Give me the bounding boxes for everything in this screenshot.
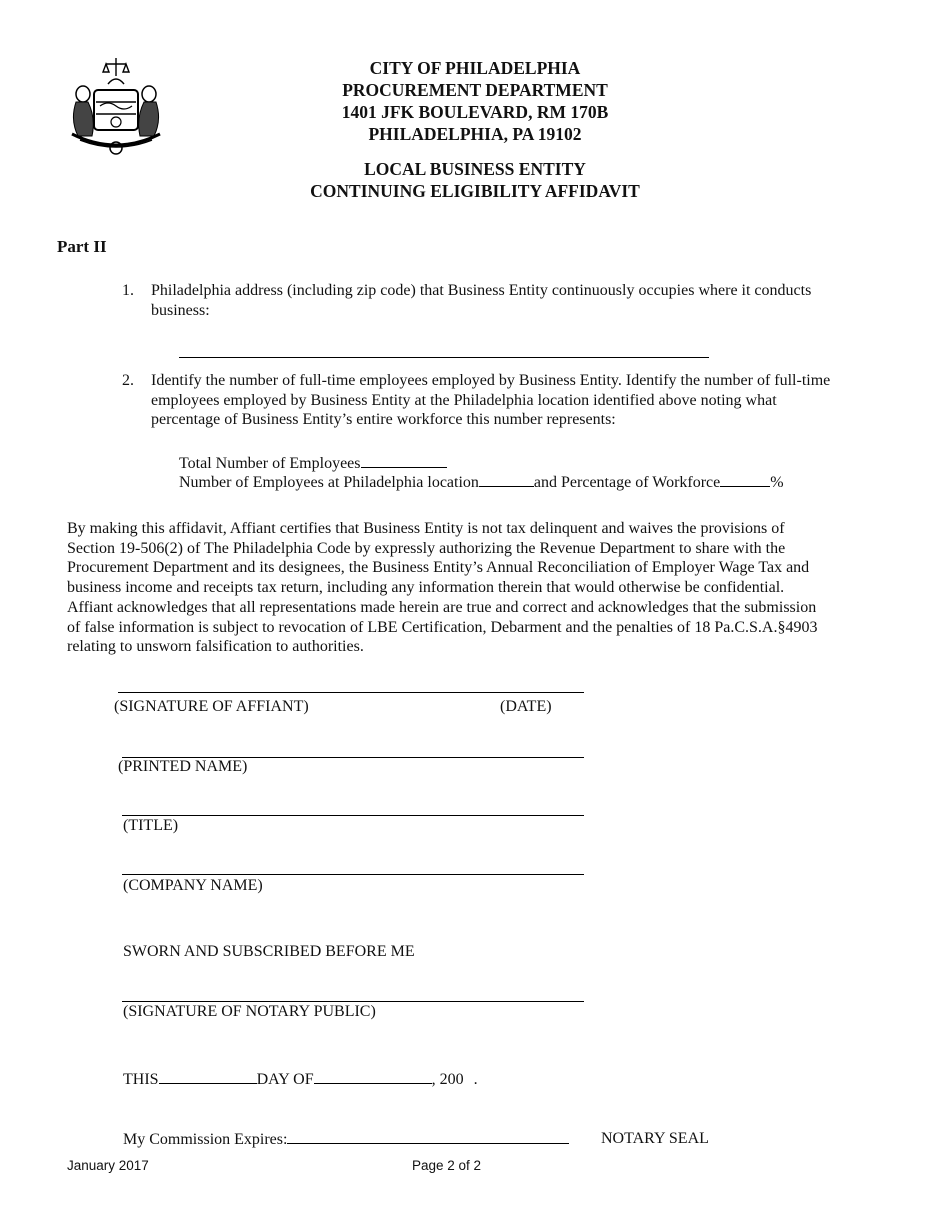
paragraph-line: Procurement Department and its designees, the Business Entity’s Annual Reconciliation of Employer Wage Tax and xyxy=(67,559,810,577)
document-title xyxy=(0,158,950,202)
notary-date-row xyxy=(123,1069,478,1090)
this-label: THIS xyxy=(123,1071,159,1088)
date-label: (DATE) xyxy=(500,698,552,715)
philadelphia-employees-field[interactable] xyxy=(479,472,534,487)
footer-date: January 2017 xyxy=(67,1158,149,1173)
item-text-line: business: xyxy=(151,301,210,319)
commission-label: My Commission Expires: xyxy=(123,1131,288,1148)
total-employees-label: Total Number of Employees xyxy=(179,455,361,472)
header-line: PROCUREMENT DEPARTMENT xyxy=(342,80,608,100)
title-line: CONTINUING ELIGIBILITY AFFIDAVIT xyxy=(310,181,640,201)
paragraph-line: relating to unsworn falsification to authorities. xyxy=(67,638,364,656)
item-number: 2. xyxy=(122,372,134,389)
title-label: (TITLE) xyxy=(123,817,179,834)
day-field[interactable] xyxy=(159,1069,257,1084)
commission-expires-field[interactable] xyxy=(287,1129,569,1144)
month-field[interactable] xyxy=(314,1069,432,1084)
footer-page-number: Page 2 of 2 xyxy=(412,1158,482,1173)
affiant-signature-field[interactable] xyxy=(118,692,584,693)
paragraph-line: By making this affidavit, Affiant certifies that Business Entity is not tax delinquent and waives the provisions of xyxy=(67,520,785,537)
item-number: 1. xyxy=(122,282,134,299)
percentage-label: and Percentage of Workforce xyxy=(533,474,721,491)
affiant-signature-label: (SIGNATURE OF AFFIANT) xyxy=(114,698,309,715)
address-field[interactable] xyxy=(179,357,709,358)
title-field[interactable] xyxy=(122,815,584,816)
year-label: , 200 xyxy=(431,1071,464,1088)
item-text-line: percentage of Business Entity’s entire workforce this number represents: xyxy=(151,411,616,429)
item-text-line: employees employed by Business Entity at the Philadelphia location identified above noting what xyxy=(151,391,777,409)
company-name-field[interactable] xyxy=(122,874,584,875)
percentage-field[interactable] xyxy=(720,472,770,487)
company-name-label: (COMPANY NAME) xyxy=(123,877,263,894)
item-text-line: Identify the number of full-time employees employed by Business Entity. Identify the number of full-time xyxy=(151,372,831,389)
paragraph-line: business income and receipts tax return, including any information therein that would otherwise be confidential. xyxy=(67,579,785,597)
department-header xyxy=(0,57,950,145)
header-line: PHILADELPHIA, PA 19102 xyxy=(368,124,582,144)
notary-seal-label: NOTARY SEAL xyxy=(601,1130,709,1147)
item-text-line: Philadelphia address (including zip code) that Business Entity continuously occupies where it conducts xyxy=(151,282,812,299)
part-label: Part II xyxy=(57,237,107,256)
day-of-label: DAY OF xyxy=(256,1071,314,1088)
sworn-label: SWORN AND SUBSCRIBED BEFORE ME xyxy=(123,943,415,960)
title-line: LOCAL BUSINESS ENTITY xyxy=(364,159,586,179)
item-text xyxy=(151,281,811,320)
total-employees-row xyxy=(179,453,447,474)
year-field[interactable] xyxy=(464,1070,474,1084)
philadelphia-employees-row xyxy=(179,472,784,493)
item-text xyxy=(151,371,830,430)
paragraph-line: Affiant acknowledges that all representations made herein are true and correct and acknowledges that the submission xyxy=(67,598,817,616)
paragraph-line: Section 19-506(2) of The Philadelphia Code by expressly authorizing the Revenue Department to share with the xyxy=(67,539,786,557)
philadelphia-employees-label: Number of Employees at Philadelphia location xyxy=(179,474,479,491)
percent-sign: % xyxy=(770,474,784,491)
year-period: . xyxy=(473,1071,478,1088)
paragraph-line: of false information is subject to revocation of LBE Certification, Debarment and the penalties of 18 Pa.C.S.A.§4903 xyxy=(67,618,818,636)
header-line: CITY OF PHILADELPHIA xyxy=(369,58,581,78)
notary-signature-label: (SIGNATURE OF NOTARY PUBLIC) xyxy=(123,1003,376,1020)
certification-paragraph xyxy=(67,519,817,657)
header-line: 1401 JFK BOULEVARD, RM 170B xyxy=(341,102,609,122)
commission-row xyxy=(123,1129,569,1150)
total-employees-field[interactable] xyxy=(361,453,447,468)
printed-name-label: (PRINTED NAME) xyxy=(118,758,248,775)
